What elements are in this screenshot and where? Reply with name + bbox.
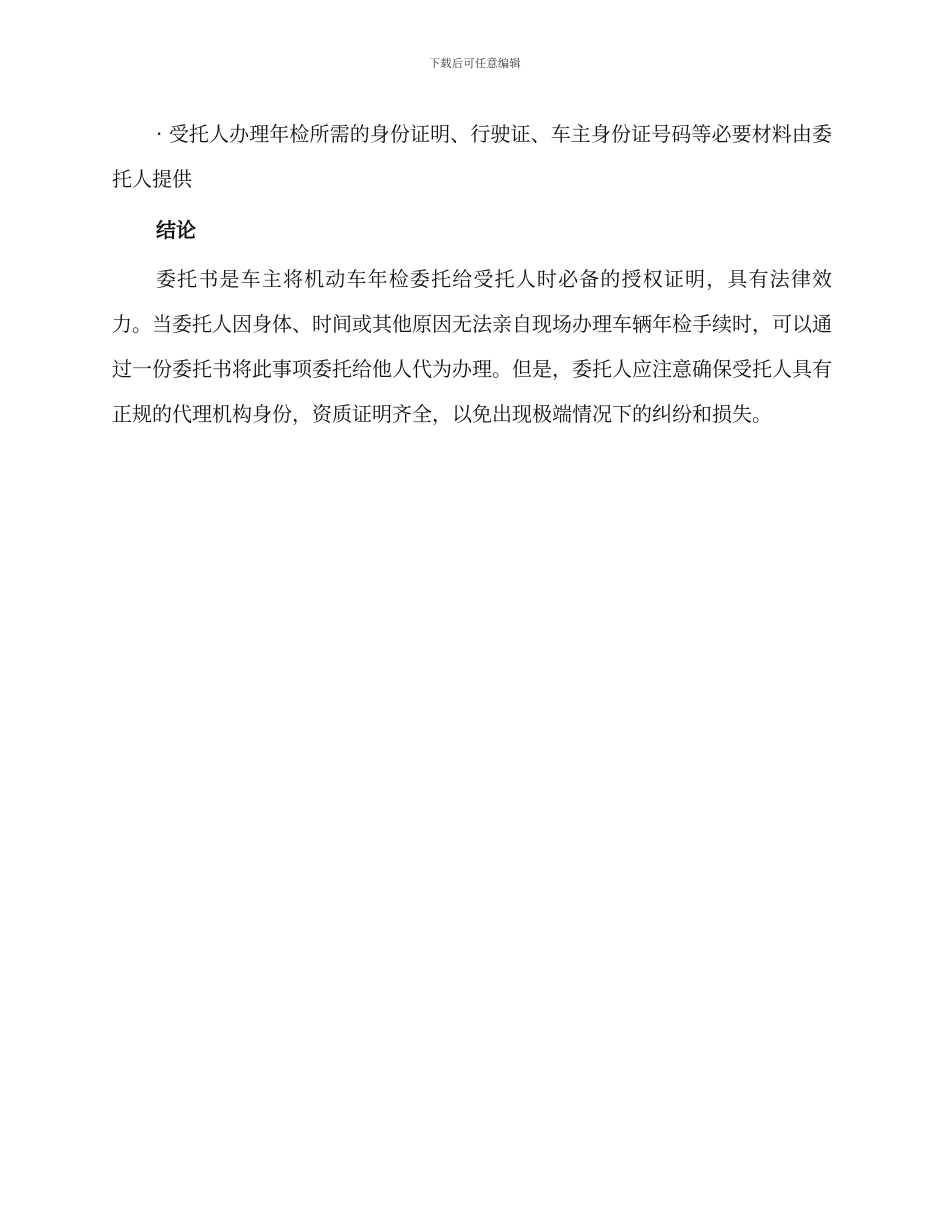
- page-header: 下载后可任意编辑: [429, 57, 521, 70]
- conclusion-paragraph: 委托书是车主将机动车年检委托给受托人时必备的授权证明，具有法律效力。当委托人因身体、时间或其他原因无法亲自现场办理车辆年检手续时，可以通过一份委托书将此事项委托给他人代为办理。但是，委托人应注意确保受托人具有正规的代理机构身份，资质证明齐全，以免出现极端情况下的纠纷和损失。: [112, 267, 832, 426]
- bullet-paragraph: · 受托人办理年检所需的身份证明、行驶证、车主身份证号码等必要材料由委托人提供: [112, 122, 832, 191]
- document-body: [112, 112, 832, 437]
- section-heading-conclusion: 结论: [156, 218, 196, 242]
